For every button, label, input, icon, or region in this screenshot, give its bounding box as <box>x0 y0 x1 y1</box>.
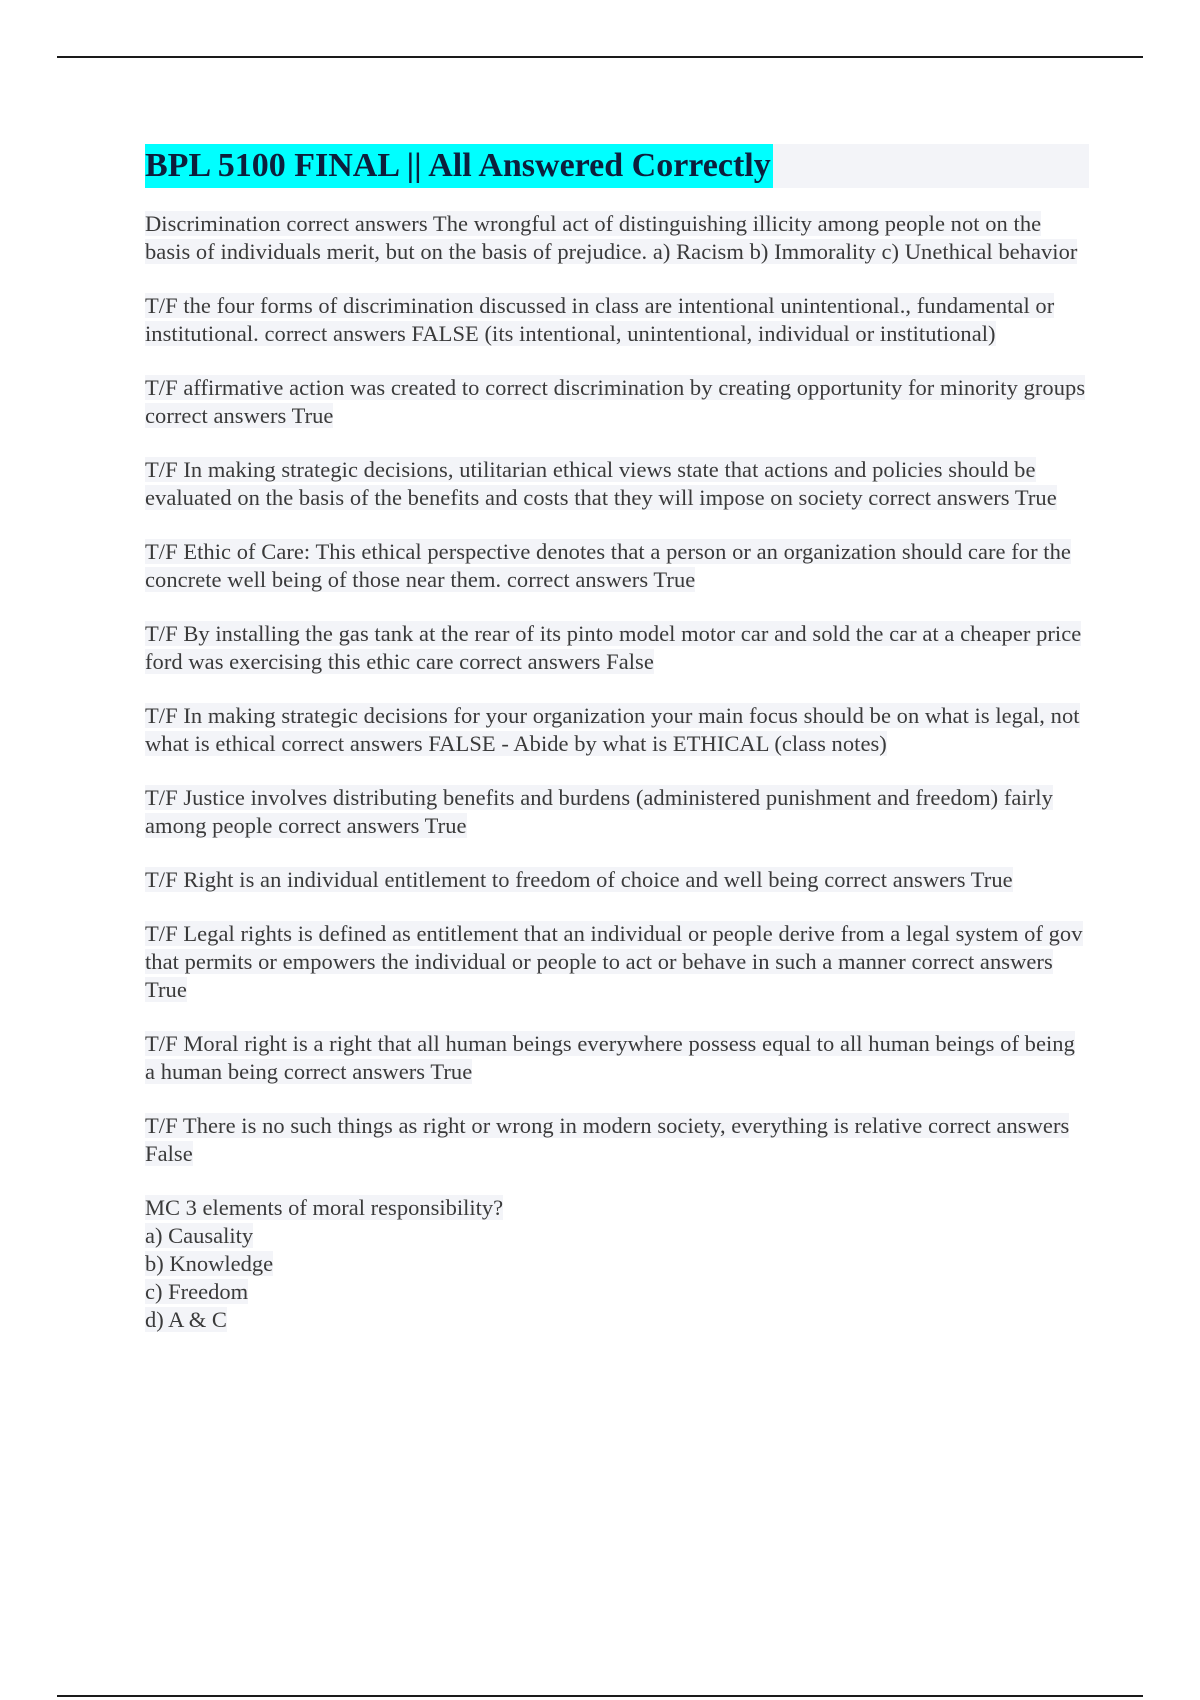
qa-item: T/F affirmative action was created to correct discrimination by creating opportunity for minority groups correct answers True <box>145 375 1086 428</box>
qa-item: T/F the four forms of discrimination discussed in class are intentional unintentional., fundamental or institutional. correct answers FALSE (its intentional, unintentional, individual or institutional) <box>145 293 1055 346</box>
qa-item: T/F There is no such things as right or wrong in modern society, everything is relative correct answers False <box>145 1113 1070 1166</box>
qa-item: T/F Legal rights is defined as entitlement that an individual or people derive from a legal system of gov that permits or empowers the individual or people to act or behave in such a manner correct answers True <box>145 921 1083 1002</box>
qa-item: T/F Justice involves distributing benefits and burdens (administered punishment and freedom) fairly among people correct answers True <box>145 785 1053 838</box>
qa-item: T/F Moral right is a right that all human beings everywhere possess equal to all human beings of being a human being correct answers True <box>145 1031 1075 1084</box>
qa-item: Discrimination correct answers The wrongful act of distinguishing illicity among people not on the basis of individuals merit, but on the basis of prejudice. a) Racism b) Immorality c) Unethical behavior <box>145 211 1078 264</box>
title-bar <box>145 144 1089 188</box>
qa-item: T/F Ethic of Care: This ethical perspective denotes that a person or an organization should care for the concrete well being of those near them. correct answers True <box>145 539 1071 592</box>
bottom-rule <box>57 1695 1143 1697</box>
qa-item: T/F In making strategic decisions, utilitarian ethical views state that actions and policies should be evaluated on the basis of the benefits and costs that they will impose on society correct answers True <box>145 457 1057 510</box>
mc-option: c) Freedom <box>145 1279 249 1304</box>
mc-option: b) Knowledge <box>145 1251 274 1276</box>
qa-item: T/F Right is an individual entitlement to freedom of choice and well being correct answers True <box>145 867 1013 892</box>
qa-item: T/F By installing the gas tank at the rear of its pinto model motor car and sold the car at a cheaper price ford was exercising this ethic care correct answers False <box>145 621 1082 674</box>
mc-option: d) A & C <box>145 1307 227 1332</box>
document-body <box>145 144 1089 1334</box>
mc-question-block <box>145 1194 1089 1334</box>
mc-option: a) Causality <box>145 1223 254 1248</box>
qa-item: T/F In making strategic decisions for your organization your main focus should be on what is legal, not what is ethical correct answers FALSE - Abide by what is ETHICAL (class notes) <box>145 703 1080 756</box>
mc-question: MC 3 elements of moral responsibility? <box>145 1195 504 1220</box>
document-title: BPL 5100 FINAL || All Answered Correctly <box>145 144 773 188</box>
top-rule <box>57 56 1143 58</box>
